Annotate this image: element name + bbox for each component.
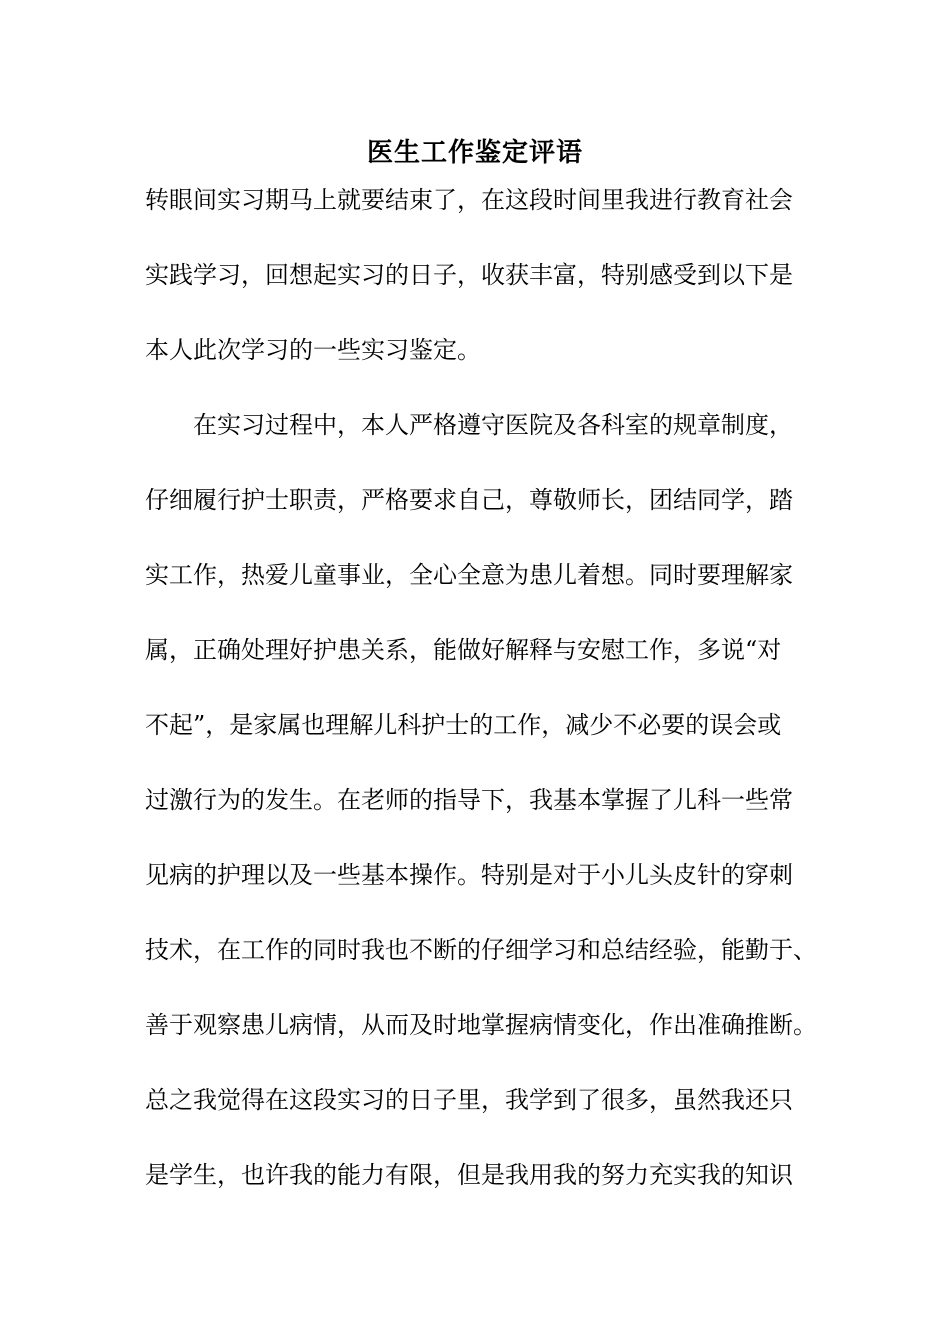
text-line: 在实习过程中，本人严格遵守医院及各科室的规章制度， (145, 411, 793, 439)
text-line: 转眼间实习期马上就要结束了，在这段时间里我进行教育社会 (145, 186, 793, 214)
text-line: 属，正确处理好护患关系，能做好解释与安慰工作，多说“对 (145, 636, 782, 664)
text-line: 实践学习，回想起实习的日子，收获丰富，特别感受到以下是 (145, 261, 793, 289)
text-line: 实工作，热爱儿童事业，全心全意为患儿着想。同时要理解家 (145, 561, 793, 589)
text-line: 本人此次学习的一些实习鉴定。 (145, 336, 481, 364)
text-line: 过激行为的发生。在老师的指导下，我基本掌握了儿科一些常 (145, 786, 793, 814)
document-title: 医生工作鉴定评语 (366, 138, 583, 168)
text-line: 不起”，是家属也理解儿科护士的工作，减少不必要的误会或 (145, 711, 782, 739)
text-line: 总之我觉得在这段实习的日子里，我学到了很多，虽然我还只 (145, 1086, 793, 1114)
text-line: 技术，在工作的同时我也不断的仔细学习和总结经验，能勤于、 (145, 936, 817, 964)
text-line: 见病的护理以及一些基本操作。特别是对于小儿头皮针的穿刺 (145, 861, 793, 889)
text-line: 是学生，也许我的能力有限，但是我用我的努力充实我的知识 (145, 1161, 793, 1189)
text-line: 仔细履行护士职责，严格要求自己，尊敬师长，团结同学，踏 (145, 486, 793, 514)
text-line: 善于观察患儿病情，从而及时地掌握病情变化，作出准确推断。 (145, 1011, 817, 1039)
